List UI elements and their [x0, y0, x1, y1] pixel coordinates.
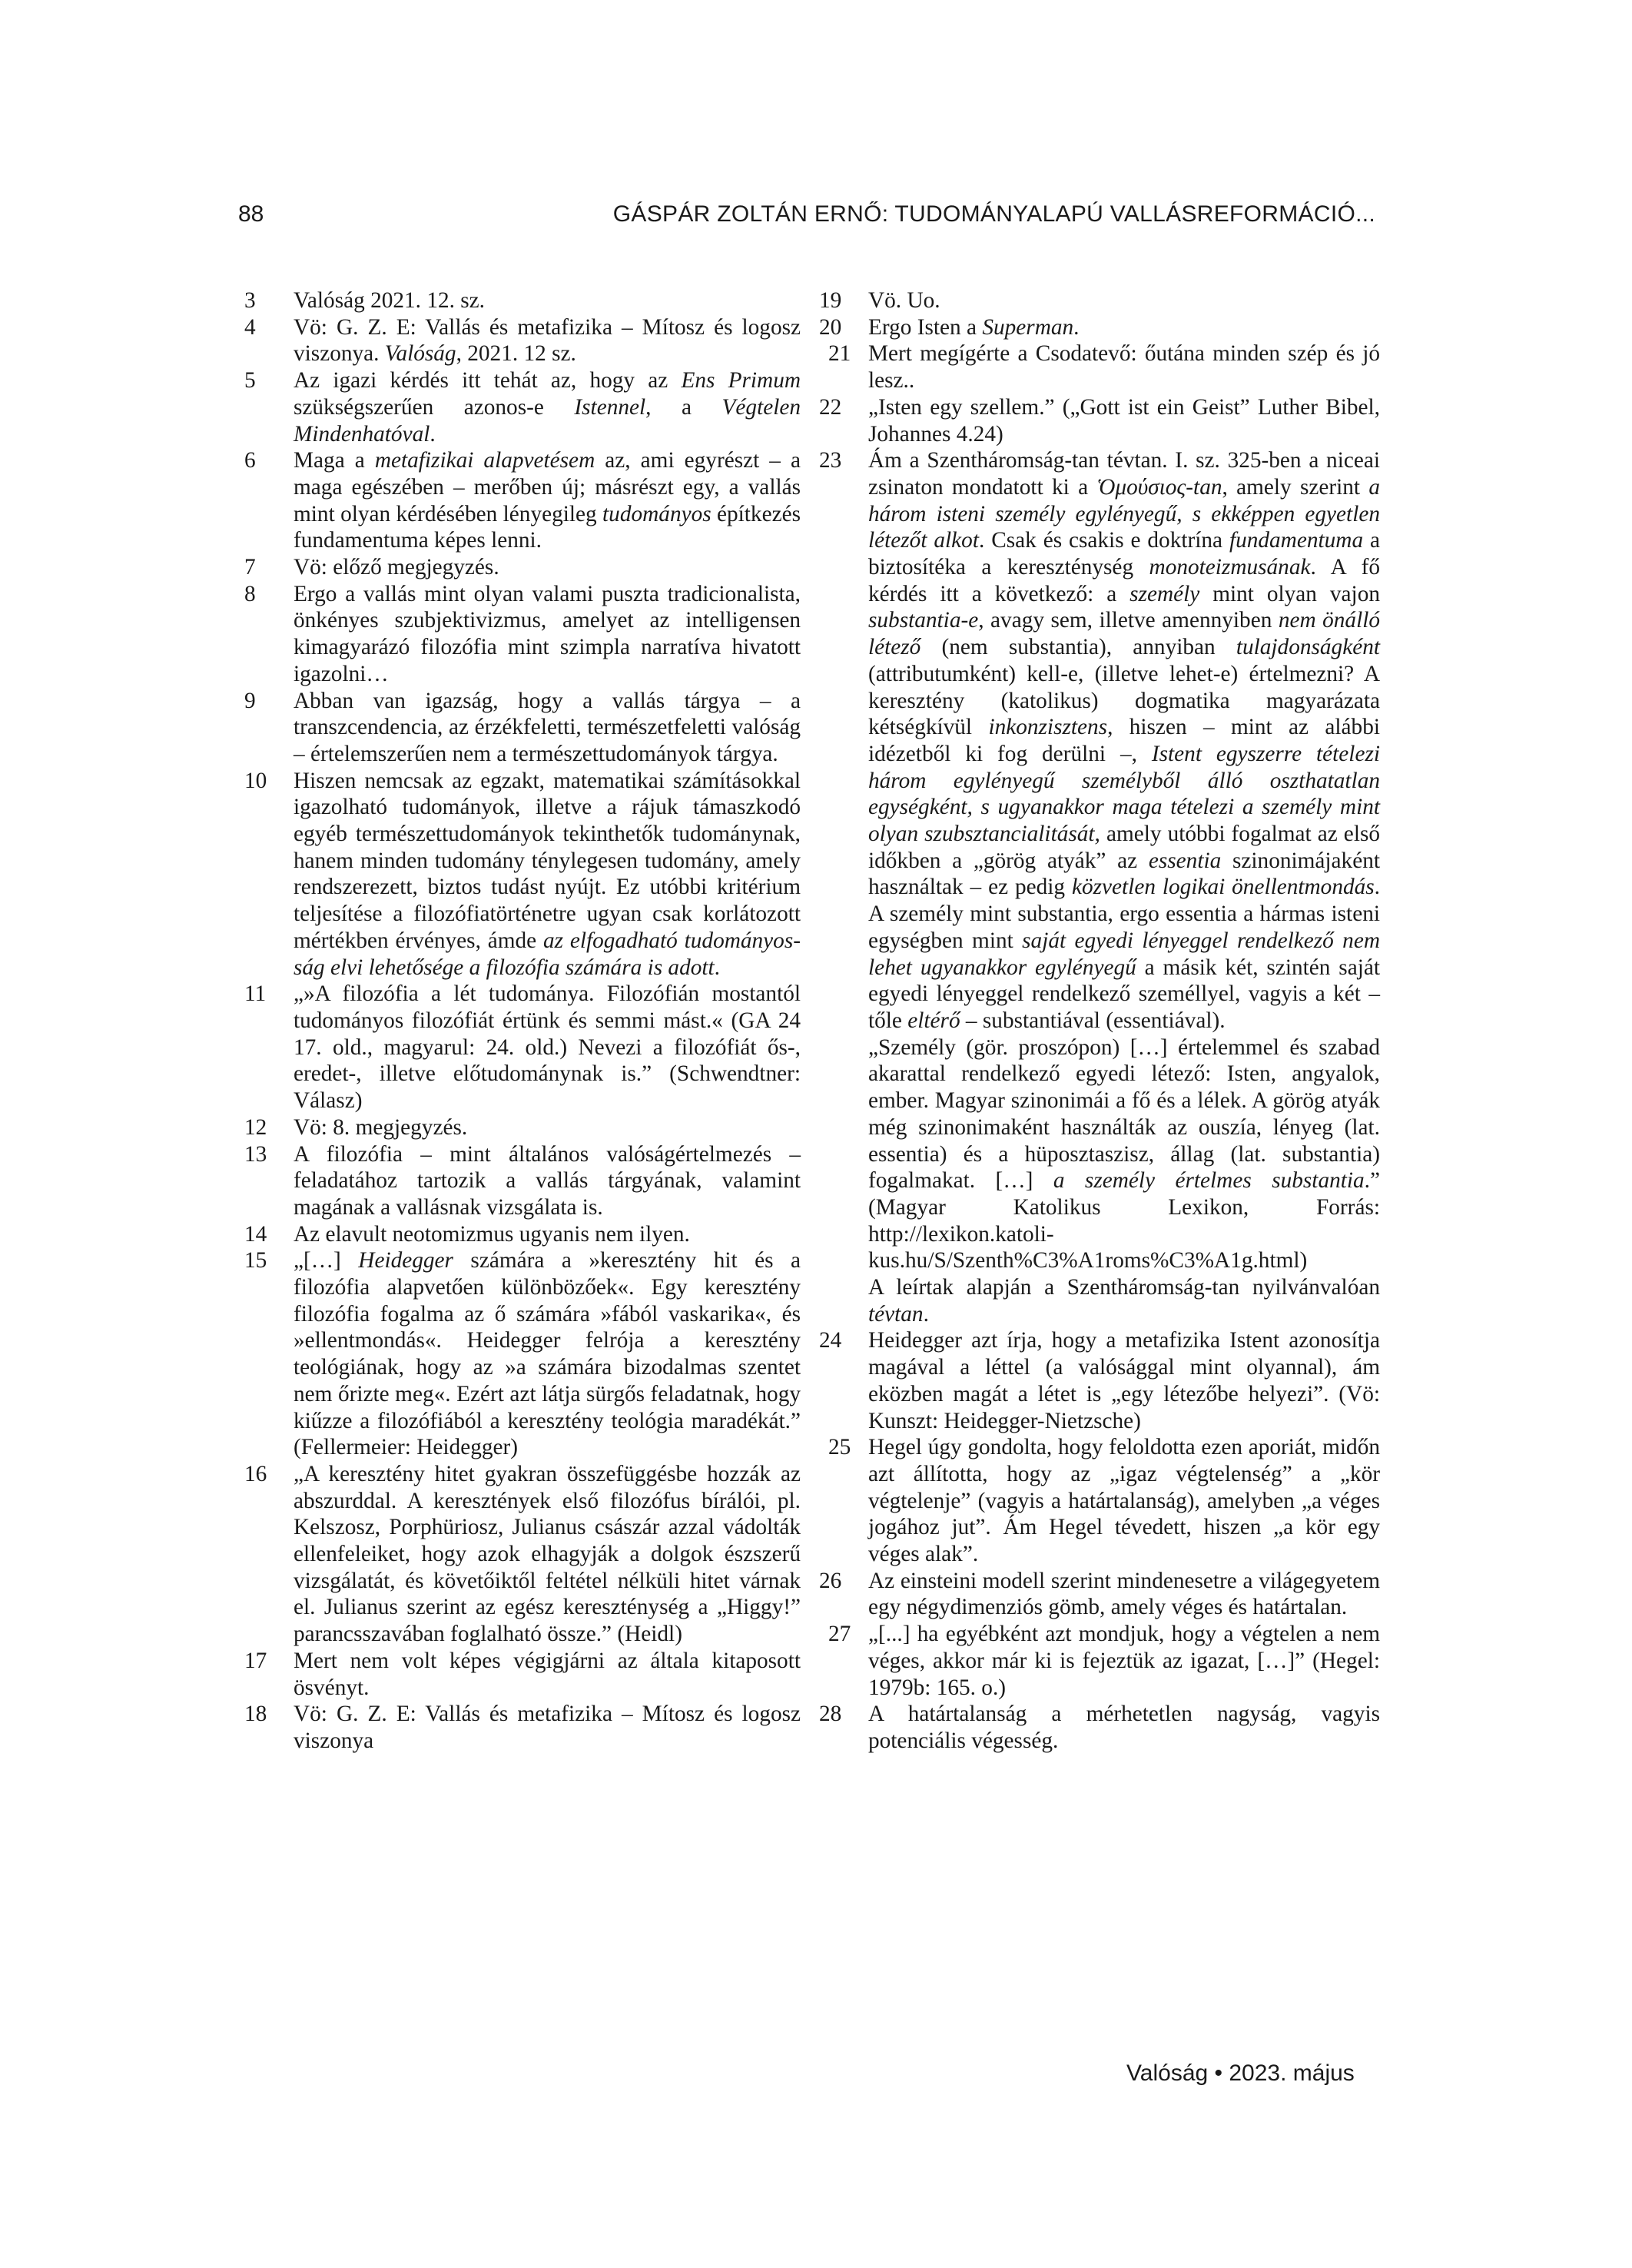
footnote	[244, 447, 801, 554]
text-run: Mert megígérte a Csodatevő: őutána minden szép és jó lesz..	[868, 341, 1380, 393]
page-number: 88	[238, 201, 264, 227]
text-run: . A személy mint substantia, ergo essentia a hármas isteni egységben mint	[868, 875, 1380, 953]
footnote	[244, 1247, 801, 1461]
text-run: , 2021. 12 sz.	[456, 341, 576, 367]
footnote-number: 10	[244, 768, 267, 793]
text-run: a másik két, szintén saját egyedi lényeggel rendelkező személlyel, vagyis a két – tőle	[868, 955, 1380, 1033]
footnote-text	[294, 1141, 801, 1221]
text-run: Hegel úgy gondolta, hogy feloldotta ezen aporiát, midőn azt állította, hogy az „igaz végtelenség” a „kör végtelenje” (vagyis a határtalanság), amelyben „a véges jogához jut”. Ám Hegel tévedett, hiszen „a kör egy véges alak”.	[868, 1435, 1380, 1567]
footnote-text	[868, 1274, 1380, 1327]
footnote	[244, 1701, 801, 1754]
footnote	[244, 1461, 801, 1648]
footnote	[814, 1701, 1380, 1754]
footnotes-right-column	[814, 287, 1380, 1755]
footnote	[814, 447, 1380, 1034]
footnote-number: 14	[244, 1221, 267, 1247]
footnote-text	[868, 314, 1380, 341]
footnote	[814, 394, 1380, 447]
footnote-number: 24	[819, 1328, 842, 1353]
text-run: amely utóbbi fogalmat az első időkben a „görög atyák” az	[868, 822, 1381, 873]
text-run: , amely szerint	[1222, 474, 1369, 500]
footnote-text	[294, 981, 801, 1114]
footnote-text	[868, 447, 1380, 1034]
footnote-text	[868, 1701, 1380, 1754]
text-run: Ergo a vallás mint olyan valami puszta tradicionalista, önkényes szubjektivizmus, amelyet az intelligensen kimagyarázó filozófia mint szimpla narratíva hivatott igazolni…	[294, 581, 801, 686]
italic-text: közvetlen logikai önellentmondás	[1071, 875, 1375, 900]
italic-text: inkonzisztens	[988, 715, 1108, 740]
italic-text: a három isteni személy egylényegű, s ekképpen egyetlen létezőt alkot	[868, 474, 1380, 553]
footnote-text	[868, 394, 1380, 447]
italic-text: nem önálló létező	[868, 608, 1380, 660]
italic-text: saját egyedi lényeggel rendelkező nem lehet ugyanakkor egylényegű	[868, 928, 1380, 980]
footnote	[244, 1648, 801, 1701]
italic-text: tulajdonságként	[1236, 635, 1380, 660]
footnote-number: 7	[244, 555, 256, 580]
footnote	[244, 768, 801, 981]
footnote	[814, 1568, 1380, 1621]
italic-text: személy	[1129, 581, 1200, 606]
text-run: (attributumként) kell-e, (illetve lehet-e) értelmezni? A keresztény (katolikus) dogmatika magyarázata kétségkívül	[868, 661, 1380, 740]
text-run: a biztosítéka a kereszténység	[868, 528, 1380, 580]
footnote-number: 27	[828, 1622, 851, 1647]
footnote-number: 23	[819, 448, 842, 473]
text-run: .	[923, 1301, 929, 1327]
italic-text: metafizikai alapvetésem	[374, 448, 595, 473]
text-run: az, ami egyrészt – a maga egészében – merőben új; másrészt egy, a vallás mint olyan kérdésében lényegileg	[294, 448, 801, 526]
footnote-number: 16	[244, 1461, 267, 1486]
italic-text: Heidegger	[358, 1248, 453, 1273]
footnote-number: 4	[244, 314, 256, 340]
italic-text: az elfogadható tudományosság elvi lehetősége a filozófia számára is adott	[294, 928, 801, 980]
footnote	[814, 287, 1380, 314]
footnote-continuation	[814, 1034, 1380, 1274]
text-run: , avagy sem, illetve amennyiben	[978, 608, 1279, 633]
text-run: Vö: G. Z. E: Vallás és metafizika – Mítosz és logosz viszonya	[294, 1702, 801, 1753]
text-run: „[…]	[294, 1248, 359, 1273]
footnote-text	[868, 1034, 1380, 1274]
footnote-text	[294, 287, 801, 314]
text-run: építkezés fundamentuma képes lenni.	[294, 501, 801, 553]
text-run: Az igazi kérdés itt tehát az, hogy az	[294, 368, 682, 393]
footnote	[244, 1114, 801, 1141]
italic-text: essentia	[1148, 848, 1222, 873]
text-run: Abban van igazság, hogy a vallás tárgya – a transzcendencia, az érzékfeletti, természetfeletti valóság – értelemszerűen nem a természettudományok tárgya.	[294, 688, 801, 766]
text-run: Az elavult neotomizmus ugyanis nem ilyen.	[294, 1221, 690, 1247]
footnote-number: 28	[819, 1702, 842, 1727]
text-run: „Isten egy szellem.” („Gott ist ein Geist” Luther Bibel, Johannes 4.24)	[868, 394, 1380, 447]
footnote-number: 17	[244, 1648, 267, 1673]
footnote-number: 11	[244, 981, 267, 1007]
italic-text: monoteizmusának	[1149, 555, 1311, 580]
footnote-text	[868, 340, 1380, 393]
footnote-text	[294, 447, 801, 554]
footnote-number: 13	[244, 1141, 267, 1167]
footnote	[244, 367, 801, 447]
footnote-number: 8	[244, 581, 256, 606]
italic-text: Ens Primum	[681, 368, 801, 393]
footnote	[814, 340, 1380, 393]
text-run: Heidegger azt írja, hogy a metafizika Istent azonosítja magával a léttel (a valósággal mint olyannal), ám eközben magát a létet is „egy létezőbe helyezi”. (Vö: Kunszt: Heidegger-Nietzsche)	[868, 1328, 1380, 1433]
footnote	[244, 581, 801, 688]
text-run: „Személy (gör. proszópon) […] értelemmel és szabad akarattal rendelkező egyedi létező: Isten, angyalok, ember. Magyar szinonimái a fő és a lélek. A görög atyák még szinonimaként használták az ouszía, lényeg (lat. essentia) és a hüposztaszisz, állag (lat. substantia) fogalmakat. […]	[868, 1034, 1380, 1194]
footnote-text	[294, 1648, 801, 1701]
footnote	[814, 1621, 1380, 1701]
text-run: „»A filozófia a lét tudománya. Filozófián mostantól tudományos filozófiát értünk és semmi mást.« (GA 24 17. old., magyarul: 24. old.) Nevezi a filozófiát ős-, eredet-, illetve előtudománynak is.” (Schwendtner: Válasz)	[294, 981, 801, 1114]
footnote-text	[868, 287, 1380, 314]
footnote-continuation	[814, 1274, 1380, 1327]
text-run: .	[714, 955, 720, 980]
italic-text: a személy értelmes substantia	[1053, 1168, 1365, 1194]
text-run: Hiszen nemcsak az egzakt, matematikai számításokkal igazolható tudományok, illetve a rájuk támaszkodó egyéb természettudományok tekinthetők tudománynak, hanem minden tudomány ténylegesen tudomány, amely rendszerezett, biztos tudást nyújt. Ez utóbbi kritérium teljesítése a filozófiatörténetre ugyan csak korlátozott mértékben érvényes, ámde	[294, 768, 801, 953]
italic-text: tévtan	[868, 1301, 924, 1327]
text-run: .” (Magyar Katolikus Lexikon, Forrás: http://lexikon.katolikus.hu/S/Szenth%C3%A1roms%C3%A1g.html)	[868, 1168, 1380, 1273]
text-run: „[...] ha egyébként azt mondjuk, hogy a végtelen a nem véges, akkor már ki is fejeztük az igazat, […]” (Hegel: 1979b: 165. o.)	[868, 1622, 1380, 1700]
italic-text: tudományos	[602, 501, 712, 526]
footnote	[244, 554, 801, 581]
footnote-text	[294, 1114, 801, 1141]
text-run: – substantiával (essentiával).	[960, 1008, 1226, 1033]
footnote-number: 3	[244, 288, 256, 313]
footnote-number: 18	[244, 1702, 267, 1727]
footnote	[814, 314, 1380, 341]
text-run: Vö: G. Z. E: Vallás és metafizika – Mítosz és logosz viszonya.	[294, 314, 801, 367]
text-run: Ergo Isten a	[868, 314, 983, 340]
italic-text: Istennel	[574, 394, 646, 420]
footnote-text	[294, 554, 801, 581]
text-run: Vö: 8. megjegyzés.	[294, 1114, 468, 1140]
text-run: Vö: előző megjegyzés.	[294, 555, 499, 580]
footnote	[244, 1221, 801, 1248]
footnote-text	[294, 768, 801, 981]
footnote-text	[294, 367, 801, 447]
footnote	[244, 1141, 801, 1221]
footnote	[244, 688, 801, 768]
footnote-number: 15	[244, 1248, 267, 1273]
footnote-number: 12	[244, 1114, 267, 1140]
footnote	[814, 1434, 1380, 1568]
text-run: A leírtak alapján a Szentháromság-tan nyilvánvalóan	[868, 1275, 1380, 1300]
text-run: Ám a Szentháromság-tan tévtan. I. sz. 325-ben a niceai zsinaton mondatott ki a	[868, 448, 1380, 500]
text-run: A filozófia – mint általános valóságértelmezés – feladatához tartozik a vallás tárgyának, valamint magának a vallásnak vizsgálata is.	[294, 1141, 801, 1220]
footnote	[244, 287, 801, 314]
page-header	[238, 201, 1375, 240]
page-footer: Valóság • 2023. május	[1126, 2060, 1355, 2086]
footnote-text	[294, 1461, 801, 1648]
italic-text: Valóság	[384, 341, 456, 367]
footnote-text	[868, 1568, 1380, 1621]
footnote-number: 20	[819, 314, 842, 340]
footnote-text	[294, 688, 801, 768]
footnote	[814, 1327, 1380, 1434]
italic-text: Végtelen Mindenhatóval	[294, 394, 801, 447]
italic-text: fundamentuma	[1229, 528, 1364, 553]
footnote-text	[868, 1434, 1380, 1568]
footnote-text	[294, 581, 801, 688]
footnote-text	[294, 1221, 801, 1248]
text-run: Vö. Uo.	[868, 288, 940, 313]
footnote-number: 6	[244, 448, 256, 473]
italic-text: Ὁμούσιος-tan	[1096, 474, 1222, 500]
footnote-text	[868, 1621, 1380, 1701]
text-run: .	[1073, 314, 1080, 340]
text-run: , hiszen – mint az alábbi idézetből ki fog derülni –,	[868, 715, 1380, 766]
text-run: , a	[645, 394, 722, 420]
text-run: Az einsteini modell szerint mindenesetre a világegyetem egy négydimenziós gömb, amely véges és határtalan.	[868, 1568, 1380, 1620]
footnote-text	[294, 1701, 801, 1754]
footnote-text	[868, 1327, 1380, 1434]
footnote-text	[294, 1247, 801, 1461]
footnotes-left-column	[244, 287, 801, 1755]
text-run: mint olyan vajon	[1199, 581, 1380, 606]
footnote-number: 21	[828, 341, 851, 367]
text-run: Maga a	[294, 448, 375, 473]
footnote-text	[294, 314, 801, 367]
text-run: Valóság 2021. 12. sz.	[294, 288, 485, 313]
footnote-number: 25	[828, 1435, 851, 1460]
footnote-number: 22	[819, 394, 842, 420]
text-run: szinonimájaként használtak – ez pedig	[868, 848, 1381, 900]
footnote	[244, 314, 801, 367]
footnote-number: 9	[244, 688, 256, 713]
footnote-number: 19	[819, 288, 842, 313]
text-run: Mert nem volt képes végigjárni az általa kitaposott ösvényt.	[294, 1648, 801, 1700]
text-run: (nem substantia), annyiban	[920, 635, 1236, 660]
footnote-number: 5	[244, 368, 256, 393]
italic-text: Superman	[982, 314, 1074, 340]
text-run: szükségszerűen azonos-e	[294, 394, 575, 420]
text-run: . Csak és csakis e doktrína	[978, 528, 1229, 553]
footnote	[244, 981, 801, 1114]
italic-text: Istent egyszerre tételezi három egylényegű személyből álló oszthatatlan egységként, s ugyanakkor maga tételezi a személy mint olyan szubsztancialitását,	[868, 741, 1380, 847]
text-run: .	[430, 421, 436, 447]
italic-text: eltérő	[907, 1008, 960, 1033]
footnote-number: 26	[819, 1568, 842, 1593]
text-run: „A keresztény hitet gyakran összefüggésbe hozzák az abszurddal. A keresztények első filozófus bírálói, pl. Kelszosz, Porphüriosz, Julianus császár azzal vádolták ellenfeleiket, hogy azok elhagyják a dolgok észszerű vizsgálatát, és követőiktől feltétel nélküli hitet várnak el. Julianus szerint az egész kereszténység a „Higgy!” parancsszavában foglalható össze.” (Heidl)	[294, 1461, 801, 1647]
text-run: . A fő kérdés itt a következő: a	[868, 555, 1380, 606]
italic-text: substantia-e	[868, 608, 979, 633]
running-title: GÁSPÁR ZOLTÁN ERNŐ: TUDOMÁNYALAPÚ VALLÁSREFORMÁCIÓ...	[612, 201, 1375, 227]
text-run: A határtalanság a mérhetetlen nagyság, vagyis potenciális végesség.	[868, 1702, 1380, 1753]
text-run: számára a »keresztény hit és a filozófia alapvetően különbözőek«. Egy keresztény filozófia fogalma az ő számára »fából vaskarika«, és »ellentmondás«. Heidegger felrója a keresztény teológiának, hogy az »a számára bizodalmas szentet nem őrizte meg«. Ezért azt látja sürgős feladatnak, hogy kiűzze a filozófiából a keresztény teológia maradékát.” (Fellermeier: Heidegger)	[294, 1248, 801, 1460]
